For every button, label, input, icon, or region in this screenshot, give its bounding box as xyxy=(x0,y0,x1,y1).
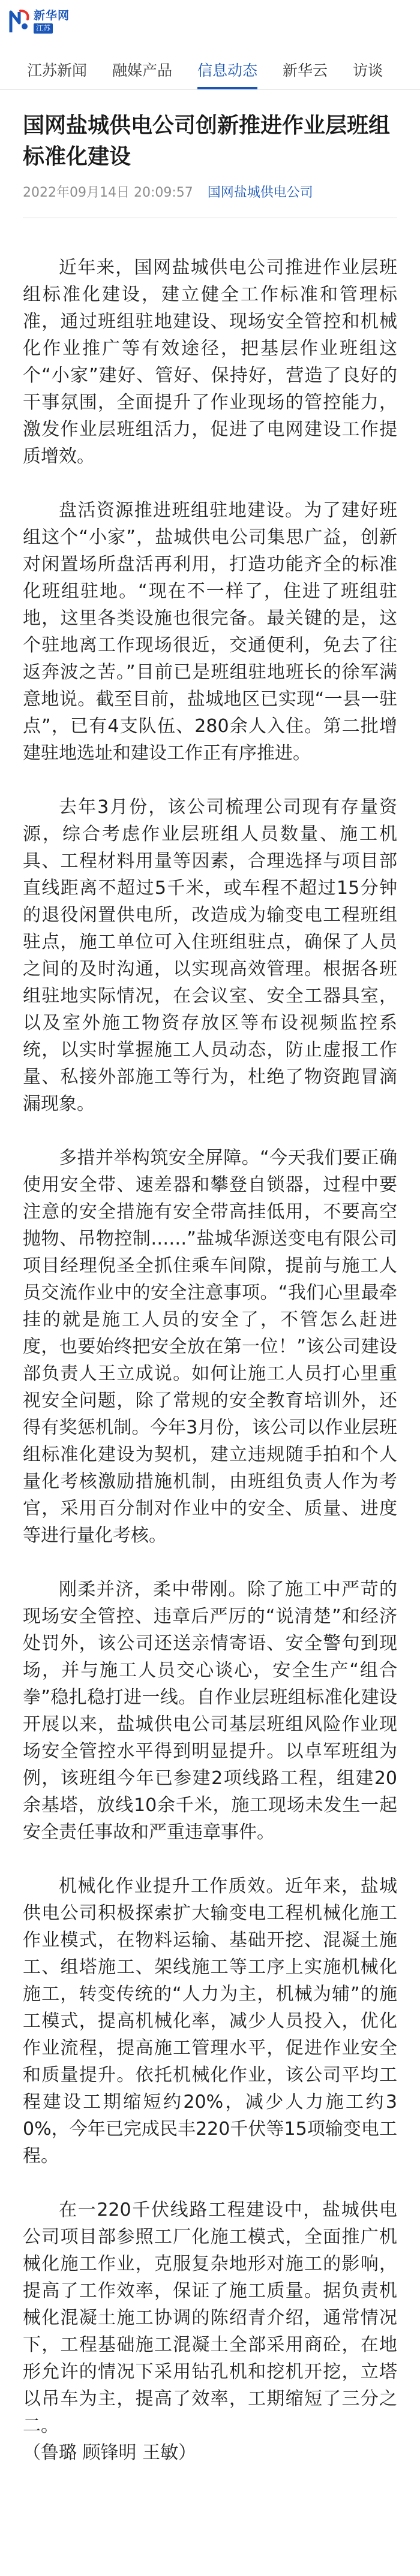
article-paragraph: 盘活资源推进班组驻地建设。为了建好班组这个“小家”，盐城供电公司集思广益，创新对闲置场所盘活再利用，打造功能齐全的标准化班组驻地。“现在不一样了，住进了班组驻地，这里各类设施也很完备。最关键的是，这个驻地离工作现场很近，交通便利，免去了往返奔波之苦。”目前已是班组驻地班长的徐军满意地说。截至目前，盐城地区已实现“一县一驻点”，已有4支队伍、280余人入住。第二批增建驻地选址和建设工作正有序推进。 xyxy=(23,500,397,764)
logo-name: 新华网 xyxy=(34,9,70,22)
article-byline: （鲁璐 顾锋明 王敏） xyxy=(23,2442,197,2463)
nav-item-interviews[interactable]: 访谈 xyxy=(353,61,383,79)
nav-item-media-products[interactable]: 融媒产品 xyxy=(112,61,173,79)
logo-region-badge: 江苏 xyxy=(34,23,53,34)
article-paragraph: 在一220千伏线路工程建设中，盐城供电公司项目部参照工厂化施工模式，全面推广机械化施工作业，克服复杂地形对施工的影响，提高了工作效率，保证了施工质量。据负责机械化混凝土施工协调的陈绍青介绍，通常情况下，工程基础施工混凝土全部采用商砼，在地形允许的情况下采用钻孔机和挖机开挖，立塔以吊车为主，提高了效率，工期缩短了三分之二。 xyxy=(23,2200,397,2436)
article-body xyxy=(23,254,397,2466)
article-meta xyxy=(23,182,397,201)
article xyxy=(0,90,420,2466)
nav-item-info-updates[interactable]: 信息动态 xyxy=(185,49,270,89)
article-source[interactable]: 国网盐城供电公司 xyxy=(207,185,313,200)
main-nav xyxy=(0,49,420,90)
article-title: 国网盐城供电公司创新推进作业层班组标准化建设 xyxy=(23,113,391,169)
site-header xyxy=(0,0,420,49)
logo-mark-icon xyxy=(8,8,30,34)
nav-item-xinhua-cloud[interactable]: 新华云 xyxy=(283,61,328,79)
article-paragraph: 多措并举构筑安全屏障。“今天我们要正确使用安全带、速差器和攀登自锁器，过程中要注意的安全措施有安全带高挂低用，不要高空抛物、吊物控制……”盐城华源送变电有限公司项目经理倪圣全抓住乘车间隙，提前与施工人员交流作业中的安全注意事项。“我们心里最牵挂的就是施工人员的安全了，不管怎么赶进度，也要始终把安全放在第一位！”该公司建设部负责人王立成说。如何让施工人员打心里重视安全问题，除了常规的安全教育培训外，还得有奖惩机制。今年3月份，该公司以作业层班组标准化建设为契机，建立违规随手拍和个人量化考核激励措施机制，由班组负责人作为考官，采用百分制对作业中的安全、质量、进度等进行量化考核。 xyxy=(23,1147,397,1546)
article-paragraph: 近年来，国网盐城供电公司推进作业层班组标准化建设，建立健全工作标准和管理标准，通过班组驻地建设、现场安全管控和机械化作业推广等有效途径，把基层作业班组这个“小家”建好、管好、保持好，营造了良好的干事氛围，全面提升了作业现场的管控能力，激发作业层班组活力，促进了电网建设工作提质增效。 xyxy=(23,257,397,467)
article-paragraph: 刚柔并济，柔中带刚。除了施工中严苛的现场安全管控、违章后严厉的“说清楚”和经济处罚外，该公司还送亲情寄语、安全警句到现场，并与施工人员交心谈心，安全生产“组合拳”稳扎稳打进一线。自作业层班组标准化建设开展以来，盐城供电公司基层班组风险作业现场安全管控水平得到明显提升。以卓军班组为例，该班组今年已参建2项线路工程，组建20余基塔，放线10余千米，施工现场未发生一起安全责任事故和严重违章事件。 xyxy=(23,1579,397,1843)
nav-item-jiangsu-news[interactable]: 江苏新闻 xyxy=(27,61,88,79)
site-logo[interactable] xyxy=(8,8,70,34)
article-paragraph: 去年3月份，该公司梳理公司现有存量资源，综合考虑作业层班组人员数量、施工机具、工程材料用量等因素，合理选择与项目部直线距离不超过5千米，或车程不超过15分钟的退役闲置供电所，改造成为输变电工程班组驻点，施工单位可入住班组驻点，确保了人员之间的及时沟通，以实现高效管理。根据各班组驻地实际情况，在会议室、安全工器具室，以及室外施工物资存放区等布设视频监控系统，以实时掌握施工人员动态，防止虚报工作量、私接外部施工等行为，杜绝了物资跑冒滴漏现象。 xyxy=(23,797,397,1114)
article-paragraph: 机械化作业提升工作质效。近年来，盐城供电公司积极探索扩大输变电工程机械化施工作业模式，在物料运输、基础开挖、混凝土施工、组塔施工、架线施工等工序上实施机械化施工，转变传统的“人力为主，机械为辅”的施工模式，提高机械化率，减少人员投入，优化作业流程，提高施工管理水平，促进作业安全和质量提升。依托机械化作业，该公司平均工程建设工期缩短约20%，减少人力施工约30%，今年已完成民丰220千伏等15项输变电工程。 xyxy=(23,1876,397,2167)
publish-date: 2022年09月14日 20:09:57 xyxy=(23,185,193,200)
